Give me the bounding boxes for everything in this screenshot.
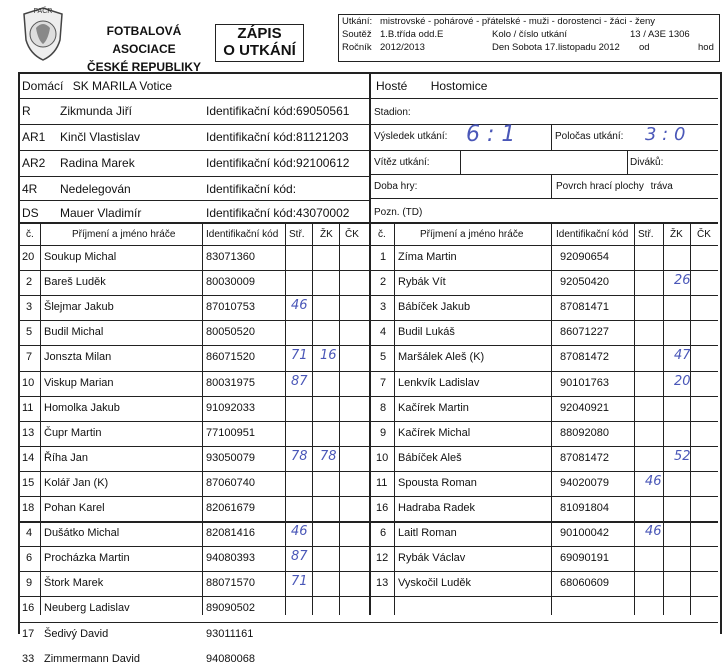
player-id: 87081472 — [560, 452, 609, 464]
grid-hline — [18, 596, 718, 597]
player-id: 88071570 — [206, 577, 255, 589]
grid-vline — [339, 222, 340, 615]
doba-label: Doba hry: — [374, 181, 418, 192]
grid-hline — [369, 150, 718, 151]
player-id: 94080393 — [206, 552, 255, 564]
player-id: 77100951 — [206, 427, 255, 439]
grid-hline — [18, 446, 718, 447]
player-number: 4 — [380, 326, 387, 338]
grid-vline — [369, 72, 371, 223]
title-line-2: O UTKÁNÍ — [223, 42, 296, 59]
polocas-label: Poločas utkání: — [555, 131, 624, 142]
grid-vline — [551, 222, 552, 615]
player-number: 7 — [380, 377, 387, 389]
player-number: 9 — [380, 427, 387, 439]
official-name: Radina Marek — [60, 156, 135, 170]
player-id: 80050520 — [206, 326, 255, 338]
player-name: Procházka Martin — [44, 552, 130, 564]
document-title — [215, 24, 304, 62]
grid-vline — [285, 222, 286, 615]
player-id: 68060609 — [560, 577, 609, 589]
player-number: 2 — [380, 276, 387, 288]
official-role: DS — [22, 206, 39, 220]
vysledek-label: Výsledek utkání: — [374, 131, 448, 142]
grid-hline — [18, 320, 718, 321]
official-name: Mauer Vladimír — [60, 206, 142, 220]
player-yellow-card-minute: 20 — [674, 374, 691, 389]
player-id: 93050079 — [206, 452, 255, 464]
player-id: 83071360 — [206, 251, 255, 263]
player-id: 69090191 — [560, 552, 609, 564]
player-sub-minute: 87 — [291, 374, 308, 389]
player-name: Dušátko Michal — [44, 527, 120, 539]
official-name: Nedelegován — [60, 182, 131, 196]
assoc-line-1: FOTBALOVÁ ASOCIACE — [106, 24, 182, 56]
guest-team-row — [376, 79, 487, 93]
grid-vline — [312, 222, 313, 615]
grid-hline — [18, 345, 718, 346]
player-name: Bábíček Aleš — [398, 452, 462, 464]
grid-hline — [18, 222, 718, 224]
player-id: 88092080 — [560, 427, 609, 439]
player-id: 86071520 — [206, 351, 255, 363]
rocnik-value: 2012/2013 — [380, 42, 425, 53]
player-id: 94080068 — [206, 653, 255, 665]
player-name: Říha Jan — [44, 452, 89, 464]
player-number: 18 — [22, 502, 35, 514]
player-number: 3 — [380, 301, 387, 313]
player-number: 17 — [22, 628, 35, 640]
player-number: 8 — [380, 402, 387, 414]
player-name: Kačírek Michal — [398, 427, 471, 439]
grid-vline — [663, 222, 664, 615]
pozn-label: Pozn. (TD) — [374, 207, 423, 218]
player-number: 11 — [376, 477, 388, 489]
grid-hline — [18, 200, 369, 201]
grid-hline — [369, 174, 718, 175]
grid-vline — [369, 222, 371, 615]
guest-col-ck-header: ČK — [697, 229, 711, 240]
player-id: 80030009 — [206, 276, 255, 288]
grid-hline — [18, 521, 369, 523]
player-sub-minute: 87 — [291, 549, 308, 564]
player-name: Neuberg Ladislav — [44, 602, 130, 614]
grid-hline — [18, 471, 718, 472]
player-id: 90100042 — [560, 527, 609, 539]
guest-col-num-header: č. — [378, 229, 386, 240]
player-id: 94020079 — [560, 477, 609, 489]
grid-hline — [18, 496, 718, 497]
player-number: 6 — [380, 527, 387, 539]
player-id: 93011161 — [206, 628, 254, 640]
grid-vline — [394, 222, 395, 615]
player-number: 16 — [22, 602, 35, 614]
home-col-ck-header: ČK — [345, 229, 359, 240]
official-role: R — [22, 104, 31, 118]
divaku-label: Diváků: — [630, 157, 664, 168]
player-name: Homolka Jakub — [44, 402, 120, 414]
player-number: 3 — [26, 301, 33, 313]
player-yellow-card-minute: 26 — [674, 273, 691, 288]
grid-hline — [18, 98, 369, 99]
guest-col-str-header: Stř. — [638, 229, 654, 240]
povrch-label: Povrch hrací plochy — [556, 181, 644, 192]
player-name: Čupr Martin — [44, 427, 102, 439]
player-name: Rybák Václav — [398, 552, 466, 564]
player-sub-minute: 46 — [291, 524, 308, 539]
player-id: 87010753 — [206, 301, 255, 313]
official-name: Kinčl Vlastislav — [60, 130, 141, 144]
player-yellow-card-minute: 16 — [320, 348, 337, 363]
player-id: 82061679 — [206, 502, 255, 514]
grid-hline — [369, 98, 718, 99]
player-id: 91092033 — [206, 402, 255, 414]
official-name: Zikmunda Jiří — [60, 104, 133, 118]
guest-col-id-header: Identifikační kód — [556, 229, 629, 240]
player-number: 10 — [22, 377, 35, 389]
guest-col-zk-header: ŽK — [670, 229, 683, 240]
player-number: 13 — [22, 427, 35, 439]
player-id: 80031975 — [206, 377, 255, 389]
kolo-value: 13 / A3E 1306 — [630, 29, 690, 40]
player-name: Hadraba Radek — [398, 502, 476, 514]
player-id: 87081471 — [560, 301, 609, 313]
home-label: Domácí — [22, 79, 64, 93]
vitez-label: Vítěz utkání: — [374, 157, 430, 168]
grid-hline — [18, 421, 718, 422]
povrch-row — [556, 181, 673, 192]
player-id: 90101763 — [560, 377, 609, 389]
grid-vline — [202, 222, 203, 615]
grid-hline — [18, 270, 718, 271]
utkani-label: Utkání: — [342, 16, 373, 27]
assoc-line-2: ČESKÉ REPUBLIKY — [86, 60, 202, 74]
logo-lettering: FAČR — [33, 8, 53, 15]
od-label: od — [639, 42, 650, 53]
player-sub-minute: 46 — [645, 524, 662, 539]
player-id: 89090502 — [206, 602, 255, 614]
player-number: 1 — [380, 251, 387, 263]
player-id: 87081472 — [560, 351, 609, 363]
grid-hline — [369, 198, 718, 199]
player-name: Lenkvík Ladislav — [398, 377, 480, 389]
grid-hline — [18, 295, 718, 296]
grid-hline — [18, 571, 718, 572]
player-id: 92050420 — [560, 276, 609, 288]
player-sub-minute: 46 — [645, 474, 662, 489]
player-id: 92040921 — [560, 402, 609, 414]
utkani-types: mistrovské - pohárové - přátelské - muži - dorostenci - žáci - ženy — [380, 16, 656, 27]
home-team-name: SK MARILA Votice — [72, 79, 173, 93]
grid-hline — [18, 245, 718, 246]
player-id: 81091804 — [560, 502, 609, 514]
player-number: 2 — [26, 276, 33, 288]
guest-col-name-header: Příjmení a jméno hráče — [420, 229, 524, 240]
player-number: 4 — [26, 527, 33, 539]
soutez-label: Soutěž — [342, 29, 372, 40]
player-sub-minute: 71 — [291, 574, 308, 589]
grid-vline — [460, 150, 461, 174]
home-col-str-header: Stř. — [289, 229, 305, 240]
povrch-value: tráva — [650, 181, 673, 192]
stadion-label: Stadion: — [374, 107, 411, 118]
player-name: Soukup Michal — [44, 251, 117, 263]
grid-vline — [634, 222, 635, 615]
grid-vline — [627, 150, 628, 174]
grid-vline — [551, 174, 552, 198]
official-role: AR2 — [22, 156, 46, 170]
grid-vline — [551, 124, 552, 150]
soutez-value: 1.B.třída odd.E — [380, 29, 444, 40]
player-number: 6 — [26, 552, 33, 564]
grid-hline — [18, 622, 718, 623]
official-role: 4R — [22, 182, 38, 196]
official-role: AR1 — [22, 130, 46, 144]
player-name: Zíma Martin — [398, 251, 457, 263]
player-number: 13 — [376, 577, 389, 589]
player-name: Laitl Roman — [398, 527, 457, 539]
player-name: Spousta Roman — [398, 477, 477, 489]
home-col-num-header: č. — [26, 229, 34, 240]
den-label: Den — [492, 42, 510, 53]
player-name: Šlejmar Jakub — [44, 301, 114, 313]
grid-hline — [18, 176, 369, 177]
grid-hline — [18, 124, 369, 125]
player-name: Kačírek Martin — [398, 402, 469, 414]
player-name: Maršálek Aleš (K) — [398, 351, 485, 363]
player-name: Bareš Luděk — [44, 276, 106, 288]
player-number: 9 — [26, 577, 33, 589]
kolo-label: Kolo / číslo utkání — [492, 29, 567, 40]
official-id: Identifikační kód: — [206, 182, 297, 196]
den-value: Sobota 17.listopadu 2012 — [512, 42, 620, 53]
player-number: 16 — [376, 502, 389, 514]
player-id: 82081416 — [206, 527, 255, 539]
official-id: Identifikační kód:92100612 — [206, 156, 350, 170]
player-name: Bábíček Jakub — [398, 301, 471, 313]
player-name: Viskup Marian — [44, 377, 114, 389]
player-name: Pohan Karel — [44, 502, 105, 514]
guest-label: Hosté — [376, 79, 408, 93]
facr-logo-icon — [18, 4, 68, 62]
home-col-name-header: Příjmení a jméno hráče — [72, 229, 176, 240]
match-info-box — [338, 14, 720, 62]
player-id: 92090654 — [560, 251, 609, 263]
official-id: Identifikační kód:81121203 — [206, 130, 349, 144]
hod-label: hod — [698, 42, 714, 53]
guest-team-name: Hostomice — [430, 79, 488, 93]
player-id: 86071227 — [560, 326, 609, 338]
player-number: 14 — [22, 452, 35, 464]
vysledek-value: 6 : 1 — [466, 122, 516, 147]
player-yellow-card-minute: 47 — [674, 348, 691, 363]
player-number: 10 — [376, 452, 389, 464]
player-name: Kolář Jan (K) — [44, 477, 109, 489]
player-number: 11 — [22, 402, 34, 414]
player-name: Rybák Vít — [398, 276, 446, 288]
grid-hline — [18, 371, 718, 372]
player-yellow-card-minute: 78 — [320, 449, 337, 464]
player-name: Šedivý David — [44, 628, 109, 640]
player-number: 5 — [380, 351, 387, 363]
player-name: Budil Michal — [44, 326, 104, 338]
player-name: Vyskočil Luděk — [398, 577, 471, 589]
association-name — [76, 22, 212, 76]
home-col-zk-header: ŽK — [320, 229, 333, 240]
player-number: 5 — [26, 326, 33, 338]
grid-hline — [18, 546, 718, 547]
grid-hline — [369, 521, 718, 523]
player-sub-minute: 78 — [291, 449, 308, 464]
player-name: Zimmermann David — [44, 653, 140, 665]
grid-hline — [18, 150, 369, 151]
official-id: Identifikační kód:43070002 — [206, 206, 350, 220]
player-name: Štork Marek — [44, 577, 104, 589]
player-id: 87060740 — [206, 477, 255, 489]
player-number: 7 — [26, 351, 33, 363]
player-number: 15 — [22, 477, 35, 489]
player-yellow-card-minute: 52 — [674, 449, 691, 464]
player-number: 12 — [376, 552, 389, 564]
player-number: 20 — [22, 251, 35, 263]
grid-vline — [40, 222, 41, 615]
player-number: 33 — [22, 653, 35, 665]
rocnik-label: Ročník — [342, 42, 372, 53]
home-team-row — [22, 79, 172, 93]
player-sub-minute: 46 — [291, 298, 308, 313]
player-name: Budil Lukáš — [398, 326, 455, 338]
official-id: Identifikační kód:69050561 — [206, 104, 350, 118]
grid-hline — [18, 396, 718, 397]
player-name: Jonszta Milan — [44, 351, 112, 363]
polocas-value: 3 : 0 — [645, 124, 686, 145]
player-sub-minute: 71 — [291, 348, 308, 363]
home-col-id-header: Identifikační kód — [206, 229, 279, 240]
title-line-1: ZÁPIS — [237, 25, 282, 42]
